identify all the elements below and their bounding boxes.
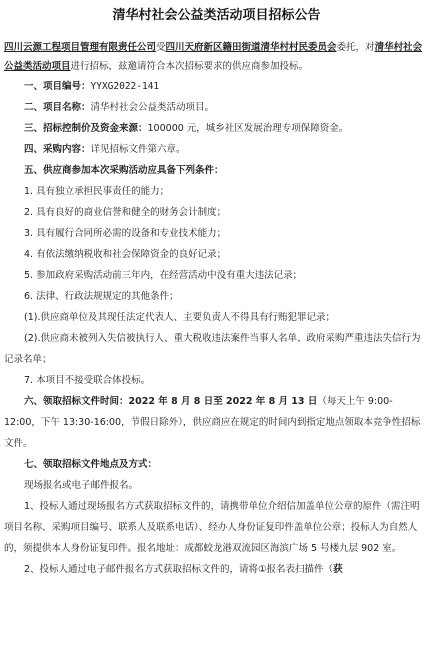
agency-name: 四川云源工程项目管理有限责任公司	[4, 42, 157, 53]
section-collection-place: 七、领取招标文件地点及方式：	[24, 459, 158, 470]
page-title: 清华村社会公益类活动项目招标公告	[112, 8, 321, 23]
qualification-item: 5. 参加政府采购活动前三年内，在经营活动中没有重大违法记录；	[24, 270, 303, 281]
email-registration	[4, 559, 428, 580]
qualification-item: 2. 具有良好的商业信誉和健全的财务会计制度；	[24, 207, 227, 218]
qualification-subitem: (2).供应商未被列入失信被执行人、重大税收违法案件当事人名单、政府采购严重违法失信行为记录名单；	[4, 333, 421, 365]
section-label: 四、采购内容：	[24, 144, 91, 155]
qualification-item: 7. 本项目不接受联合体投标。	[24, 375, 151, 386]
section-label: 六、领取招标文件时间：	[24, 396, 129, 407]
qualification-item: 4. 有依法缴纳税收和社会保障资金的良好记录；	[24, 249, 227, 260]
qualification-item: 6. 法律、行政法规规定的其他条件；	[24, 291, 179, 302]
email-registration-text: 2、投标人通过电子邮件报名方式获取招标文件的，请将①报名表扫描件（	[24, 564, 334, 575]
collection-dates: 2022 年 8 月 8 日至 2022 年 8 月 13 日	[128, 396, 318, 407]
budget-value: 100000 元，城乡社区发展治理专项保障资金。	[147, 123, 349, 134]
qualification-item: 1. 具有独立承担民事责任的能力；	[24, 186, 170, 197]
client-name: 四川天府新区籍田街道清华村村民委员会	[165, 42, 337, 53]
qualification-subitem: (1).供应商单位及其现任法定代表人、主要负责人不得具有行贿犯罪记录；	[24, 312, 335, 323]
section-budget	[4, 118, 428, 139]
section-project-name	[4, 97, 428, 118]
collection-method: 现场报名或电子邮件报名。	[24, 480, 139, 491]
section-collection-time	[4, 391, 428, 454]
section-label: 二、项目名称：	[24, 102, 91, 113]
intro-paragraph	[4, 38, 428, 76]
project-number: YYXG2022-141	[90, 81, 160, 92]
section-content	[4, 139, 428, 160]
project-name: 清华村社会公益类活动项目	[4, 42, 423, 72]
section-label: 一、项目编号：	[24, 81, 91, 92]
section-qualifications: 五、供应商参加本次采购活动应具备下列条件：	[24, 165, 224, 176]
content-value: 详见招标文件第六章。	[90, 144, 186, 155]
announcement-body	[4, 38, 428, 580]
section-project-number	[4, 76, 428, 97]
intro-text-3: 进行招标，兹邀请符合本次招标要求的供应商参加投标。	[70, 61, 309, 72]
email-registration-bold: 获	[333, 564, 343, 575]
qualification-item: 3. 具有履行合同所必需的设备和专业技术能力；	[24, 228, 227, 239]
intro-text-1: 受	[156, 42, 166, 53]
collection-time-detail: （每天上午 9:00-12:00，下午 13:30-16:00，节假日除外），供应商应在规定的时间内到指定地点领取本竞争性招标文件。	[4, 396, 421, 449]
intro-text-2: 委托，对	[336, 42, 375, 53]
section-label: 三、招标控制价及资金来源：	[24, 123, 148, 134]
onsite-registration: 1、投标人通过现场报名方式获取招标文件的，请携带单位介绍信加盖单位公章的原件（需注明项目名称、采购项目编号、联系人及联系电话）、经办人身份证复印件盖单位公章；投标人为自然人的，须提供本人身份证复印件。报名地址：成都蛟龙港双流园区海滨广场 5 号楼九层 902 室。	[4, 501, 420, 554]
project-name-value: 清华村社会公益类活动项目。	[90, 102, 215, 113]
